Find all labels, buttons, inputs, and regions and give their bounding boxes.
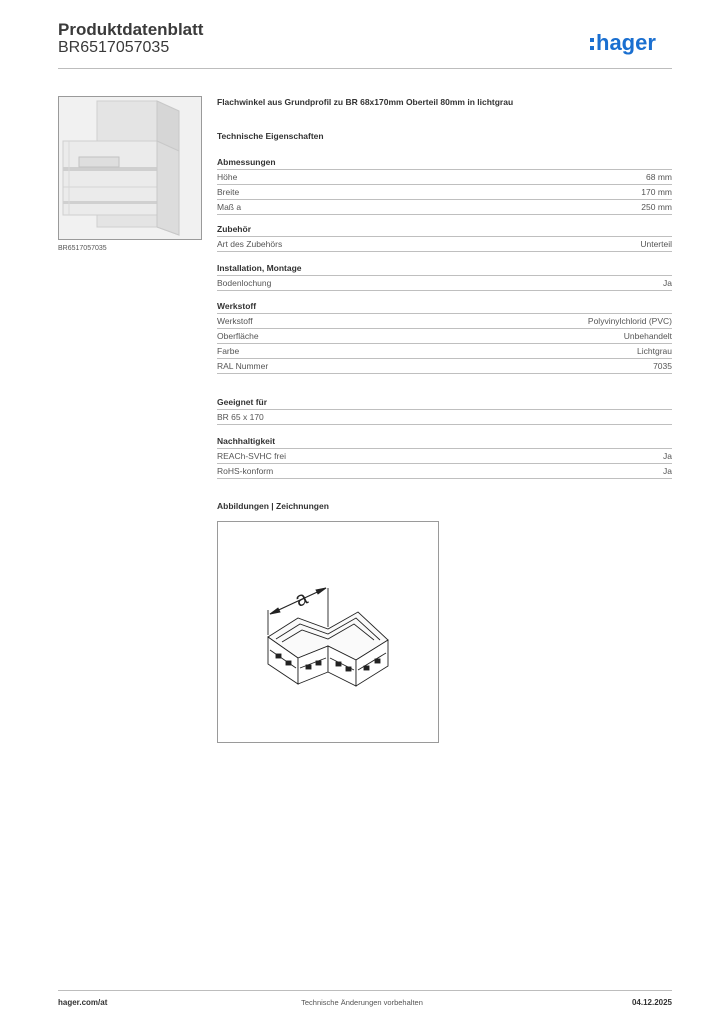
section-title: Abmessungen [217, 157, 276, 167]
section-title: Nachhaltigkeit [217, 436, 276, 446]
section-title: Installation, Montage [217, 263, 302, 273]
row-value: 68 mm [646, 172, 672, 182]
row-value: Ja [663, 466, 672, 476]
table-row [217, 275, 672, 291]
row-value: Ja [663, 278, 672, 288]
footer-notice: Technische Änderungen vorbehalten [301, 998, 423, 1007]
drawings-heading: Abbildungen | Zeichnungen [217, 501, 329, 511]
table-row [217, 328, 672, 343]
row-label: Oberfläche [217, 331, 259, 341]
section-sustainability [217, 435, 672, 479]
row-label: RoHS-konform [217, 466, 274, 476]
table-row [217, 463, 672, 479]
technical-properties-heading: Technische Eigenschaften [217, 131, 324, 141]
footer-divider [58, 990, 672, 991]
section-title: Geeignet für [217, 397, 268, 407]
row-label: RAL Nummer [217, 361, 269, 371]
table-row [217, 409, 672, 425]
table-row [217, 343, 672, 358]
section-dimensions [217, 156, 672, 215]
row-label: Bodenlochung [217, 278, 272, 288]
section-installation [217, 262, 672, 291]
logo-text: hager [596, 30, 656, 55]
row-value: Unterteil [640, 239, 672, 249]
row-label: Höhe [217, 172, 238, 182]
product-image [58, 96, 202, 240]
page-title: Produktdatenblatt [58, 20, 204, 39]
row-label: REACh-SVHC frei [217, 451, 286, 461]
table-row [217, 236, 672, 252]
section-material [217, 300, 672, 374]
row-label: Maß a [217, 202, 242, 212]
image-caption: BR6517057035 [58, 245, 107, 252]
row-value: 7035 [653, 361, 672, 371]
table-row [217, 313, 672, 328]
footer-date: 04.12.2025 [631, 998, 672, 1007]
dimension-label-a: a [291, 587, 312, 612]
footer-website-link[interactable]: hager.com/at [58, 998, 108, 1007]
table-row [217, 448, 672, 463]
row-value: Unbehandelt [623, 331, 672, 341]
row-value: 250 mm [641, 202, 672, 212]
header-divider [58, 68, 672, 69]
row-label: Art des Zubehörs [217, 239, 283, 249]
product-number: BR6517057035 [58, 39, 170, 56]
row-value: Ja [663, 451, 672, 461]
technical-drawing [217, 521, 439, 743]
row-label: Breite [217, 187, 240, 197]
section-accessories [217, 223, 672, 252]
row-label: Werkstoff [217, 316, 253, 326]
table-row [217, 169, 672, 184]
table-row [217, 184, 672, 199]
table-row [217, 358, 672, 374]
product-description: Flachwinkel aus Grundprofil zu BR 68x170mm Oberteil 80mm in lichtgrau [217, 97, 514, 107]
table-row [217, 199, 672, 215]
section-suitable-for [217, 396, 672, 425]
section-title: Zubehör [217, 224, 251, 234]
row-value: Polyvinylchlorid (PVC) [587, 316, 672, 326]
row-value: 170 mm [641, 187, 672, 197]
row-label: BR 65 x 170 [217, 412, 264, 422]
row-value: Lichtgrau [637, 346, 672, 356]
row-label: Farbe [217, 346, 240, 356]
hager-logo [590, 29, 676, 57]
section-title: Werkstoff [217, 301, 257, 311]
